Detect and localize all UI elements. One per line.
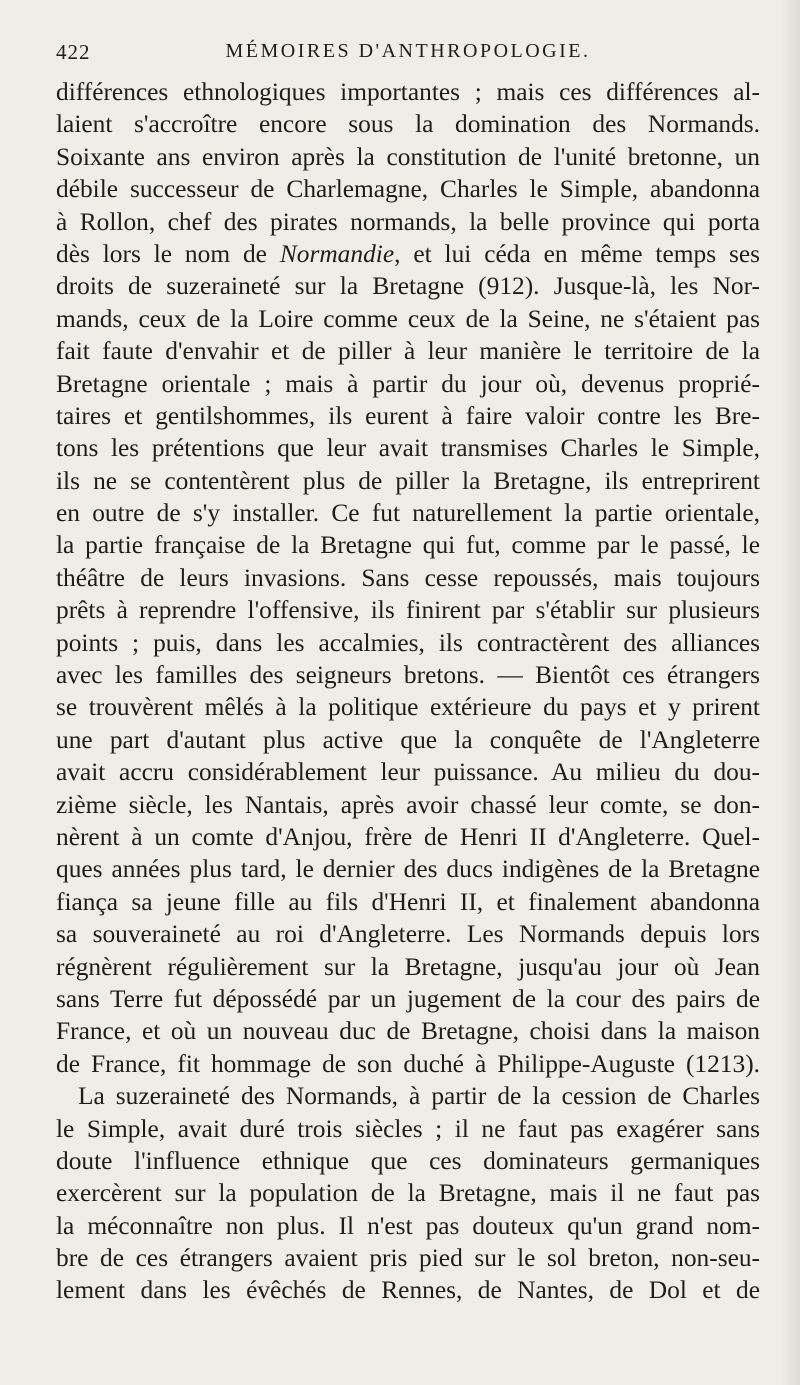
text-line: avec les familles des seigneurs bretons. — Bientôt ces étrangers bbox=[56, 661, 760, 690]
text-line: fiança sa jeune fille au fils d'Henri II, et finalement abandonna bbox=[56, 887, 760, 916]
body-text bbox=[56, 76, 760, 1307]
text-line: sans Terre fut dépossédé par un jugement de la cour des pairs de bbox=[56, 984, 760, 1013]
text-line: en outre de s'y installer. Ce fut naturellement la partie orientale, bbox=[56, 499, 760, 528]
text-line: fait faute d'envahir et de piller à leur manière le territoire de la bbox=[56, 337, 760, 366]
text-line bbox=[56, 238, 760, 270]
text-line: Soixante ans environ après la constitution de l'unité bretonne, un bbox=[56, 142, 760, 171]
text-line: régnèrent régulièrement sur la Bretagne, jusqu'au jour où Jean bbox=[56, 952, 760, 981]
page-number: 422 bbox=[56, 40, 91, 64]
text-line: bre de ces étrangers avaient pris pied sur le sol breton, non-seu- bbox=[56, 1244, 760, 1273]
text-line: une part d'autant plus active que la conquête de l'Angleterre bbox=[56, 725, 760, 754]
text-line: lement dans les évêchés de Rennes, de Nantes, de Dol et de bbox=[56, 1276, 760, 1305]
text-line: zième siècle, les Nantais, après avoir chassé leur comte, se don- bbox=[56, 790, 760, 819]
text-line: France, et où un nouveau duc de Bretagne, choisi dans la maison bbox=[56, 1017, 760, 1046]
text-line: droits de suzeraineté sur la Bretagne (912). Jusque-là, les Nor- bbox=[56, 272, 760, 301]
text-line: prêts à reprendre l'offensive, ils finirent par s'établir sur plusieurs bbox=[56, 596, 760, 625]
paragraph-start-line: La suzeraineté des Normands, à partir de la cession de Charles bbox=[78, 1082, 760, 1111]
text-line: à Rollon, chef des pirates normands, la belle province qui porta bbox=[56, 207, 760, 236]
text-line: mands, ceux de la Loire comme ceux de la Seine, ne s'étaient pas bbox=[56, 304, 760, 333]
text-line: ils ne se contentèrent plus de piller la Bretagne, ils entreprirent bbox=[56, 466, 760, 495]
text-line: exercèrent sur la population de la Bretagne, mais il ne faut pas bbox=[56, 1179, 760, 1208]
text-line: laient s'accroître encore sous la domination des Normands. bbox=[56, 110, 760, 139]
running-header bbox=[56, 40, 760, 70]
text-line: se trouvèrent mêlés à la politique extérieure du pays et y prirent bbox=[56, 693, 760, 722]
text-line: tons les prétentions que leur avait transmises Charles le Simple, bbox=[56, 434, 760, 463]
text-line: théâtre de leurs invasions. Sans cesse repoussés, mais toujours bbox=[56, 563, 760, 592]
text-line: points ; puis, dans les accalmies, ils contractèrent des alliances bbox=[56, 628, 760, 657]
text-fragment: , et lui céda en même temps ses bbox=[394, 239, 760, 268]
text-line: doute l'influence ethnique que ces dominateurs germaniques bbox=[56, 1146, 760, 1175]
page-edge-shadow bbox=[782, 0, 800, 1385]
text-line: la partie française de la Bretagne qui fut, comme par le passé, le bbox=[56, 531, 760, 560]
text-line: de France, fit hommage de son duché à Philippe-Auguste (1213). bbox=[56, 1049, 760, 1078]
text-line: ques années plus tard, le dernier des ducs indigènes de la Bretagne bbox=[56, 855, 760, 884]
text-line: différences ethnologiques importantes ; mais ces différences al- bbox=[56, 78, 760, 106]
text-line: débile successeur de Charlemagne, Charles le Simple, abandonna bbox=[56, 175, 760, 204]
text-line: avait accru considérablement leur puissance. Au milieu du dou- bbox=[56, 758, 760, 787]
text-line: nèrent à un comte d'Anjou, frère de Henri II d'Angleterre. Quel- bbox=[56, 822, 760, 851]
italic-place-name: Normandie bbox=[279, 239, 395, 268]
text-line: taires et gentilshommes, ils eurent à faire valoir contre les Bre- bbox=[56, 401, 760, 430]
running-title: MÉMOIRES D'ANTHROPOLOGIE. bbox=[225, 40, 591, 62]
text-line: Bretagne orientale ; mais à partir du jour où, devenus proprié- bbox=[56, 369, 760, 398]
text-fragment: dès lors le nom de bbox=[56, 239, 280, 268]
text-line: sa souveraineté au roi d'Angleterre. Les Normands depuis lors bbox=[56, 920, 760, 949]
text-line: le Simple, avait duré trois siècles ; il ne faut pas exagérer sans bbox=[56, 1114, 760, 1143]
text-line: la méconnaître non plus. Il n'est pas douteux qu'un grand nom- bbox=[56, 1211, 760, 1240]
